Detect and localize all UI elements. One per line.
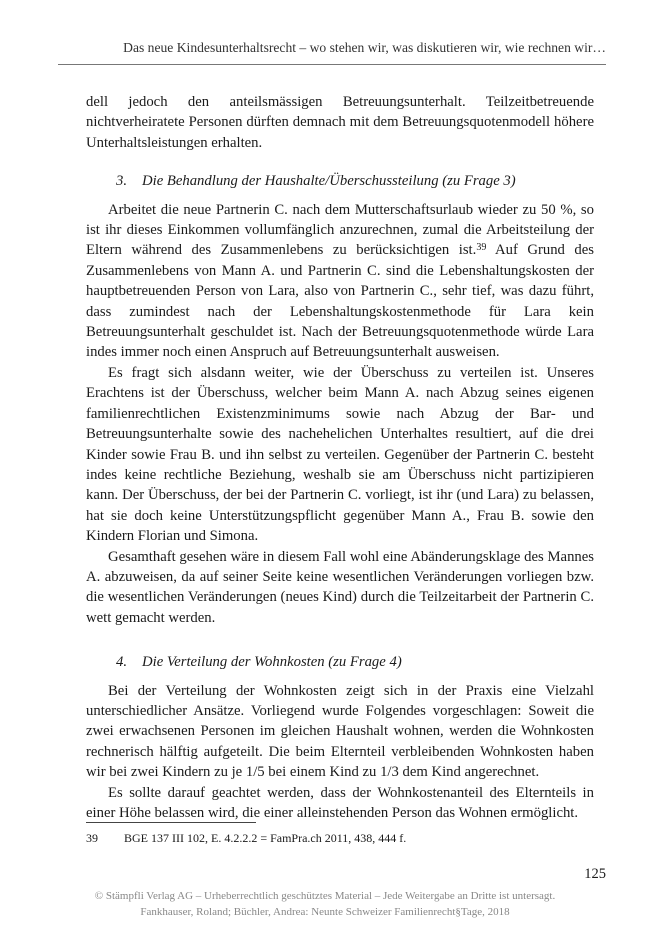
section-title-3: Die Behandlung der Haushalte/Überschussteilung (zu Frage 3): [142, 173, 516, 190]
copyright-line-1: © Stämpfli Verlag AG – Urheberrechtlich geschütztes Material – Jede Weitergabe an Dritte ist untersagt.: [94, 890, 556, 902]
section-title-4: Die Verteilung der Wohnkosten (zu Frage 4): [142, 654, 402, 671]
page-number: 125: [584, 866, 606, 882]
section-number-3: 3.: [116, 173, 128, 190]
section3-paragraph-2: Es fragt sich alsdann weiter, wie der Überschuss zu verteilen ist. Unseres Erachtens ist der Überschuss, welcher beim Mann A. nach Abzug seines eigenen familienrechtlichen Existenzminimums sowie nach Abzug der Bar- und Betreuungsunterhalte sowie des nachehelichen Unterhaltes resultiert, auf die drei Kinder sowie Frau B. und ihn selbst zu verteilen. Gegenüber der Partnerin C. besteht indes keine rechtliche Beziehung, weshalb sie am Überschuss nicht partizipieren kann. Der Überschuss, der bei der Partnerin C. vorliegt, ist ihr (und Lara) zu belassen, hat sie doch keine Unterstützungspflicht gegenüber Mann A., Frau B. sowie den Kindern Florian und Simona.: [86, 364, 594, 545]
copyright-notice: [0, 888, 650, 920]
header-rule: [58, 64, 606, 65]
section-heading-3: [86, 171, 594, 191]
page-body: [86, 92, 594, 823]
footnote-reference[interactable]: 39: [476, 242, 487, 254]
footnote-rule: [86, 822, 256, 823]
section3-paragraph-1: [86, 200, 594, 363]
copyright-line-2: Fankhauser, Roland; Büchler, Andrea: Neunte Schweizer Familienrecht§Tage, 2018: [140, 906, 510, 918]
section-number-4: 4.: [116, 654, 128, 671]
footnote: [86, 830, 606, 846]
section4-paragraph-1: Bei der Verteilung der Wohnkosten zeigt sich in der Praxis eine Vielzahl unterschiedlicher Ansätze. Vorliegend wurde Folgendes vorgeschlagen: Soweit die zwei erwachsenen Personen im gleichen Haushalt wohnen, werden die Wohnkosten rechnerisch hälftig aufgeteilt. Die beim Elternteil verbleibenden Wohnkosten haben wir bei zwei Kindern zu je 1/5 bei einem Kind zu 1/3 dem Kind angerechnet.: [86, 682, 594, 781]
running-header: Das neue Kindesunterhaltsrecht – wo stehen wir, was diskutieren wir, wie rechnen wir…: [123, 40, 606, 55]
section4-paragraph-2: Es sollte darauf geachtet werden, dass der Wohnkostenanteil des Elternteils in einer Höhe belassen wird, die einer alleinstehenden Person das Wohnen ermöglicht.: [86, 784, 594, 821]
section3-paragraph-3: Gesamthaft gesehen wäre in diesem Fall wohl eine Abänderungsklage des Mannes A. abzuweisen, da auf seiner Seite keine wesentlichen Veränderungen vorliegen bzw. die wesentlichen Veränderungen (neues Kind) durch die Teilzeitarbeit der Partnerin C. wett gemacht werden.: [86, 548, 594, 626]
footnote-number: 39: [86, 831, 98, 845]
section-heading-4: [86, 652, 594, 672]
intro-paragraph: dell jedoch den anteilsmässigen Betreuungsunterhalt. Teilzeitbetreuende nichtverheiratete Personen dürften demnach mit dem Betreuungsquotenmodell höhere Unterhaltsleistungen erhalten.: [86, 94, 594, 151]
section3-p1-text-b: Auf Grund des Zusammenlebens von Mann A. und Partnerin C. sind die Lebenshaltungskosten der hauptbetreuenden Person von Lara, also von Partnerin C., sehr tief, was dazu führt, dass zumindest nach der Lebenshaltungskostenmethode für Lara kein Betreuungsunterhalt geschuldet ist. Nach der Betreuungsquotenmethode würde Lara indes immer noch einen Anspruch auf Betreuungsunterhalt ausweisen.: [86, 242, 594, 361]
section3-p1-text-a: Arbeitet die neue Partnerin C. nach dem Mutterschaftsurlaub wieder zu 50 %, so ist ihr dieses Einkommen vollumfänglich anzurechnen, zumal die Arbeitsteilung der Eltern während des Zusammenlebens zu berücksichtigen ist.: [86, 201, 594, 259]
footnote-text: BGE 137 III 102, E. 4.2.2.2 = FamPra.ch 2011, 438, 444 f.: [124, 831, 407, 845]
